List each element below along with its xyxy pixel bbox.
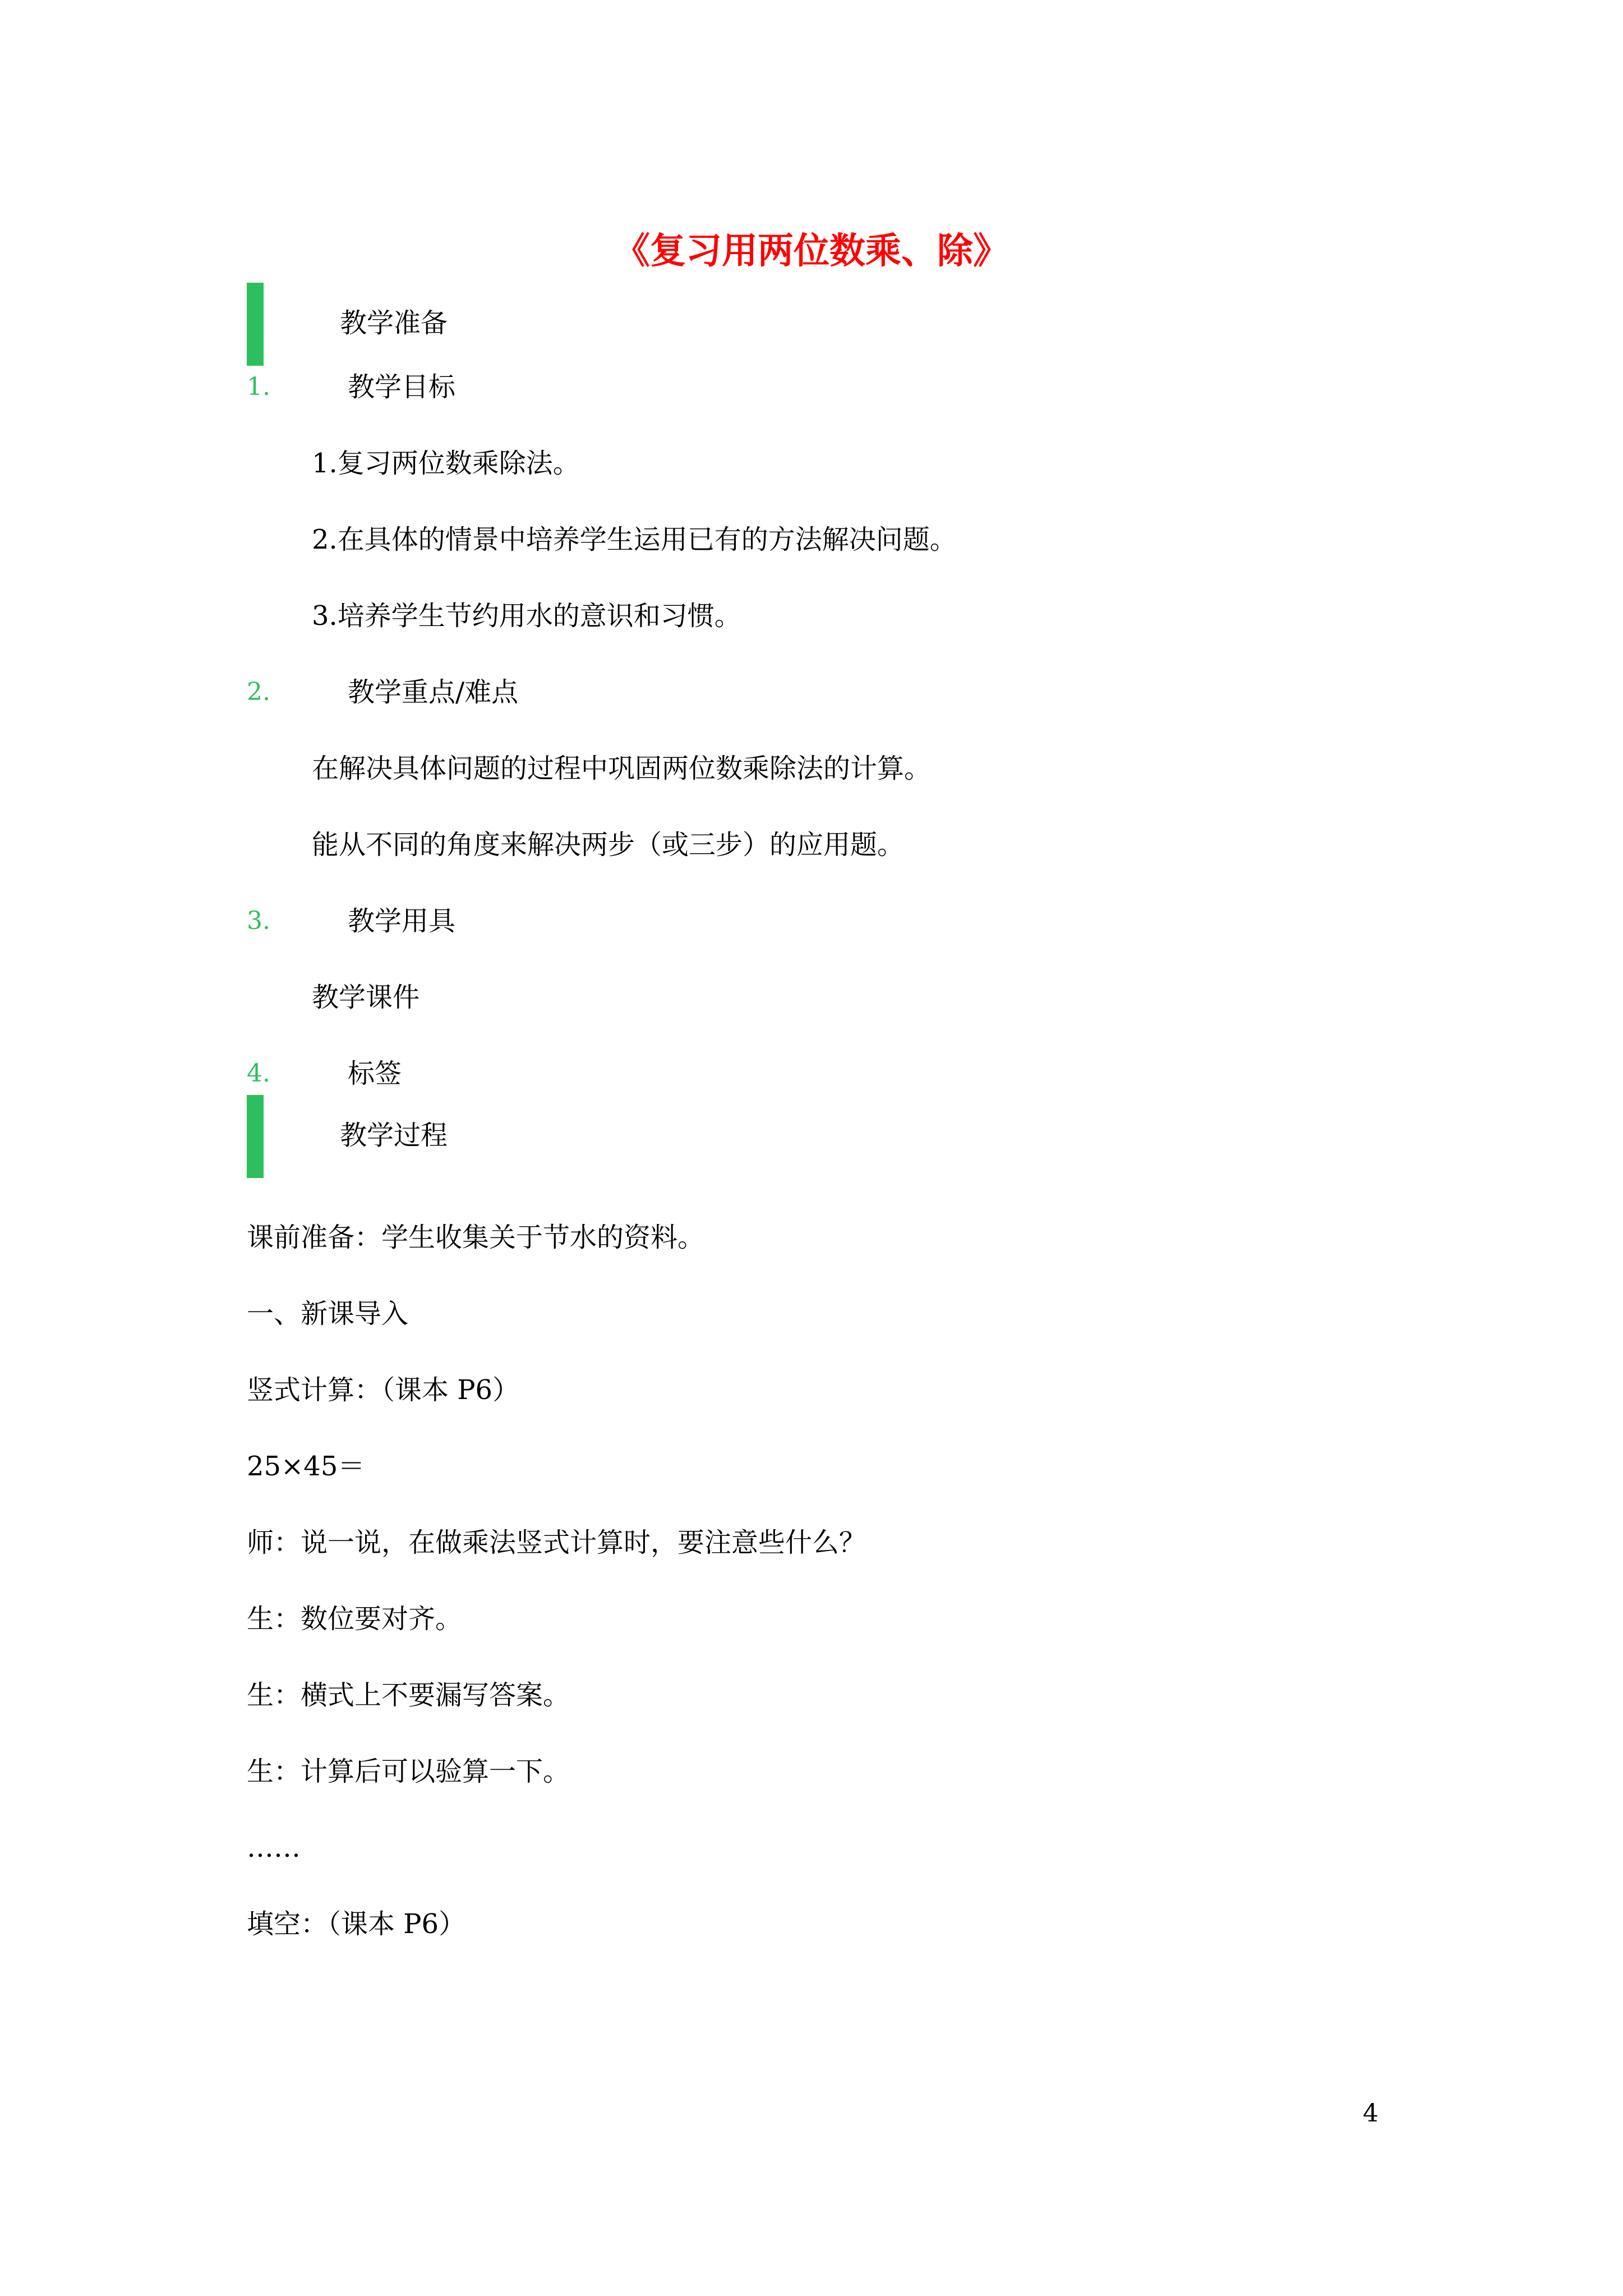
process-line: 课前准备：学生收集关于节水的资料。 [247, 1222, 705, 1253]
objective-line-1: 1.复习两位数乘除法。 [312, 448, 580, 479]
process-line: 竖式计算：（课本 P6） [247, 1374, 520, 1406]
process-line: 生：计算后可以验算一下。 [247, 1756, 570, 1787]
process-line: 一、新课导入 [247, 1298, 409, 1329]
section-title-process: 教学过程 [340, 1120, 448, 1151]
process-line: …… [247, 1832, 301, 1864]
section-title-preparation: 教学准备 [340, 307, 448, 339]
process-line: 生：数位要对齐。 [247, 1603, 463, 1635]
item-title-tools: 教学用具 [348, 905, 456, 937]
key-point-line-2: 能从不同的角度来解决两步（或三步）的应用题。 [312, 829, 905, 861]
item-number-2: 2. [247, 678, 270, 706]
item-title-tags: 标签 [348, 1058, 402, 1089]
process-line: 生：横式上不要漏写答案。 [247, 1680, 570, 1711]
process-line: 填空：（课本 P6） [247, 1908, 466, 1940]
key-point-line-1: 在解决具体问题的过程中巩固两位数乘除法的计算。 [312, 753, 932, 784]
objective-line-2: 2.在具体的情景中培养学生运用已有的方法解决问题。 [312, 524, 957, 555]
section-marker-bar [247, 283, 264, 366]
document-title: 《复习用两位数乘、除》 [614, 230, 1009, 272]
item-title-objectives: 教学目标 [348, 371, 456, 403]
item-number-1: 1. [247, 372, 270, 401]
item-title-key-points: 教学重点/难点 [348, 677, 519, 708]
process-line: 师：说一说，在做乘法竖式计算时，要注意些什么？ [247, 1527, 866, 1558]
process-line: 25×45＝ [247, 1451, 365, 1482]
item-number-3: 3. [247, 907, 270, 935]
section-marker-bar [247, 1095, 264, 1178]
item-number-4: 4. [247, 1059, 270, 1088]
page-number: 4 [1363, 2099, 1378, 2128]
objective-line-3: 3.培养学生节约用水的意识和习惯。 [312, 600, 741, 632]
tools-line-1: 教学课件 [312, 982, 420, 1013]
